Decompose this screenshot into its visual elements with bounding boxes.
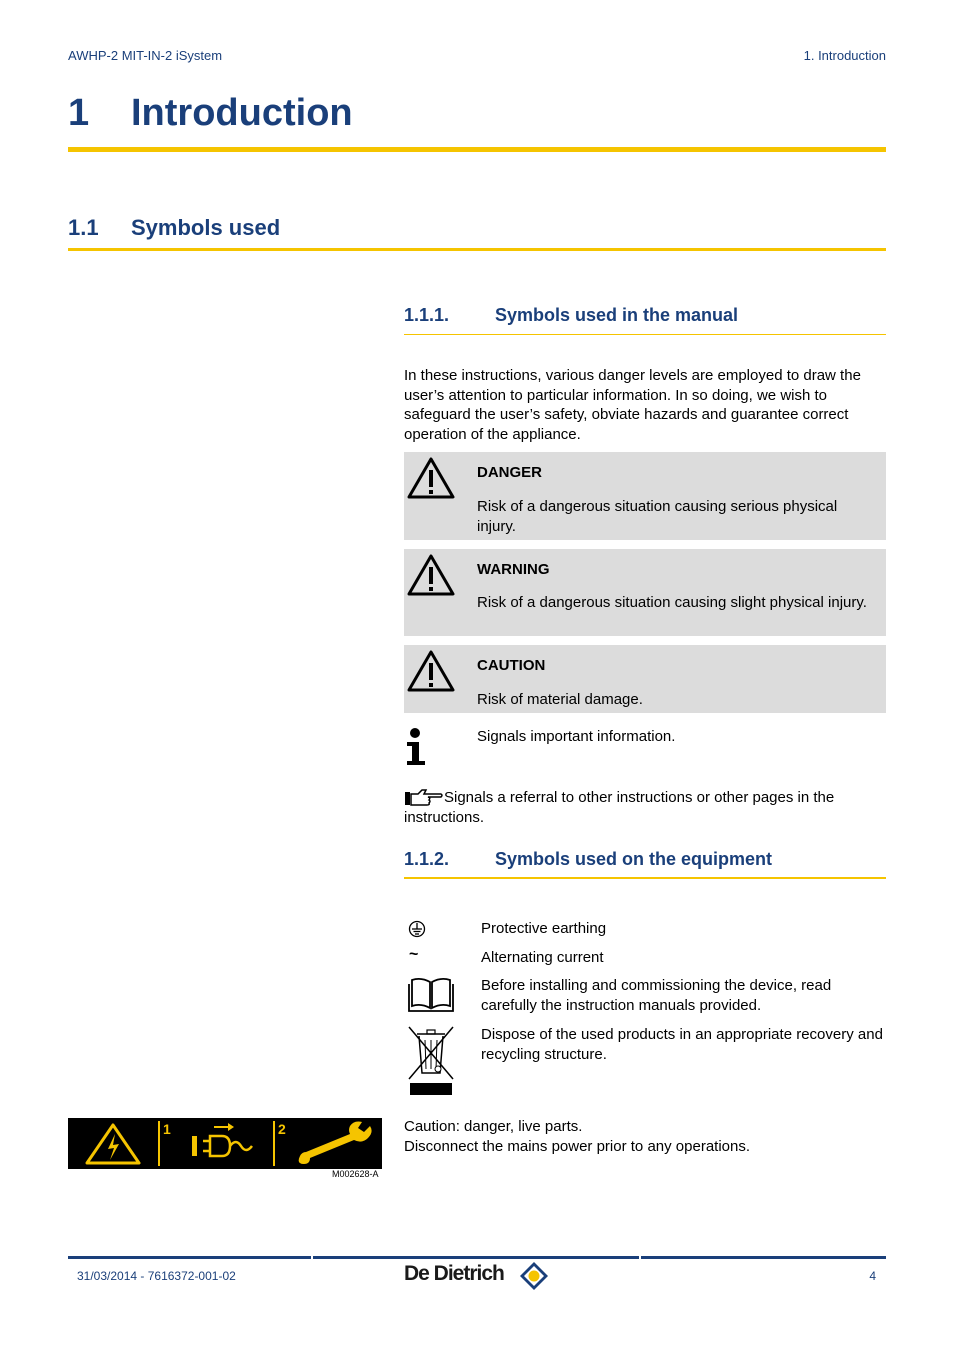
referral-text: Signals a referral to other instructions or other pages in the instructions. xyxy=(404,789,835,826)
footer-date-ref: 31/03/2014 - 7616372-001-02 xyxy=(77,1269,236,1283)
chapter-title: Introduction xyxy=(131,92,353,134)
label-divider xyxy=(158,1121,160,1166)
earth-text: Protective earthing xyxy=(481,920,607,937)
header-chapter: 1. Introduction xyxy=(803,48,886,63)
warning-text: Risk of a dangerous situation causing slight physical injury. xyxy=(477,594,867,611)
live-parts-line1: Caution: danger, live parts. xyxy=(404,1118,583,1135)
chapter-heading xyxy=(68,92,353,135)
subsection-heading-manual xyxy=(404,305,738,326)
subsection-title: Symbols used on the equipment xyxy=(495,849,773,869)
page-number: 4 xyxy=(869,1269,876,1283)
manual-book-icon xyxy=(407,976,455,1013)
caution-text: Risk of material damage. xyxy=(477,691,643,708)
warning-box xyxy=(404,549,886,636)
brand-logo: De Dietrich xyxy=(404,1262,504,1285)
subsection-rule xyxy=(404,877,886,879)
chapter-rule xyxy=(68,147,886,152)
danger-title: DANGER xyxy=(477,464,543,481)
caution-title: CAUTION xyxy=(477,657,546,674)
live-parts-line2: Disconnect the mains power prior to any operations. xyxy=(404,1138,751,1155)
live-parts-label xyxy=(68,1118,382,1169)
crossed-bin-icon xyxy=(407,1025,455,1097)
footer-rule xyxy=(68,1256,886,1259)
warning-triangle-icon xyxy=(406,553,456,597)
subsection-rule xyxy=(404,334,886,335)
brand-diamond-icon xyxy=(519,1261,549,1291)
warning-triangle-icon xyxy=(406,649,456,693)
danger-text: Risk of a dangerous situation causing serious physical injury. xyxy=(477,498,838,535)
chapter-number: 1 xyxy=(68,92,90,134)
section-heading xyxy=(68,215,280,241)
section-rule xyxy=(68,248,886,251)
subsection-heading-equipment xyxy=(404,849,772,870)
tilde-icon: ~ xyxy=(409,946,419,963)
recycling-text: Dispose of the used products in an appropriate recovery and recycling structure. xyxy=(481,1026,883,1063)
live-parts-text xyxy=(404,1117,750,1157)
electric-hazard-icon xyxy=(84,1122,142,1166)
subsection-title: Symbols used in the manual xyxy=(495,305,739,325)
subsection-number: 1.1.2. xyxy=(404,849,450,869)
section-title: Symbols used xyxy=(131,215,281,240)
unplug-icon xyxy=(186,1122,264,1166)
document-title: AWHP-2 MIT-IN-2 iSystem xyxy=(68,48,223,63)
label-number-2: 2 xyxy=(278,1121,286,1137)
label-number-1: 1 xyxy=(163,1121,171,1137)
intro-paragraph: In these instructions, various danger levels are employed to draw the user’s attention to particular information. In so doing, we wish to safeguard the user’s safety, obviate hazards and guarantee correct operation of the appliance. xyxy=(404,367,861,443)
label-divider xyxy=(273,1121,275,1166)
manual-text: Before installing and commissioning the device, read carefully the instruction manuals provided. xyxy=(481,977,832,1014)
ac-text: Alternating current xyxy=(481,949,604,966)
wrench-icon xyxy=(292,1120,380,1168)
subsection-number: 1.1.1. xyxy=(404,305,450,325)
warning-triangle-icon xyxy=(406,456,456,500)
caution-box xyxy=(404,645,886,713)
info-icon xyxy=(404,727,428,767)
label-code: M002628-A xyxy=(332,1169,379,1179)
earth-icon xyxy=(408,920,426,938)
pointing-hand-icon xyxy=(404,789,444,807)
info-text: Signals important information. xyxy=(477,728,676,745)
warning-title: WARNING xyxy=(477,561,550,578)
section-number: 1.1 xyxy=(68,215,99,240)
danger-box xyxy=(404,452,886,540)
